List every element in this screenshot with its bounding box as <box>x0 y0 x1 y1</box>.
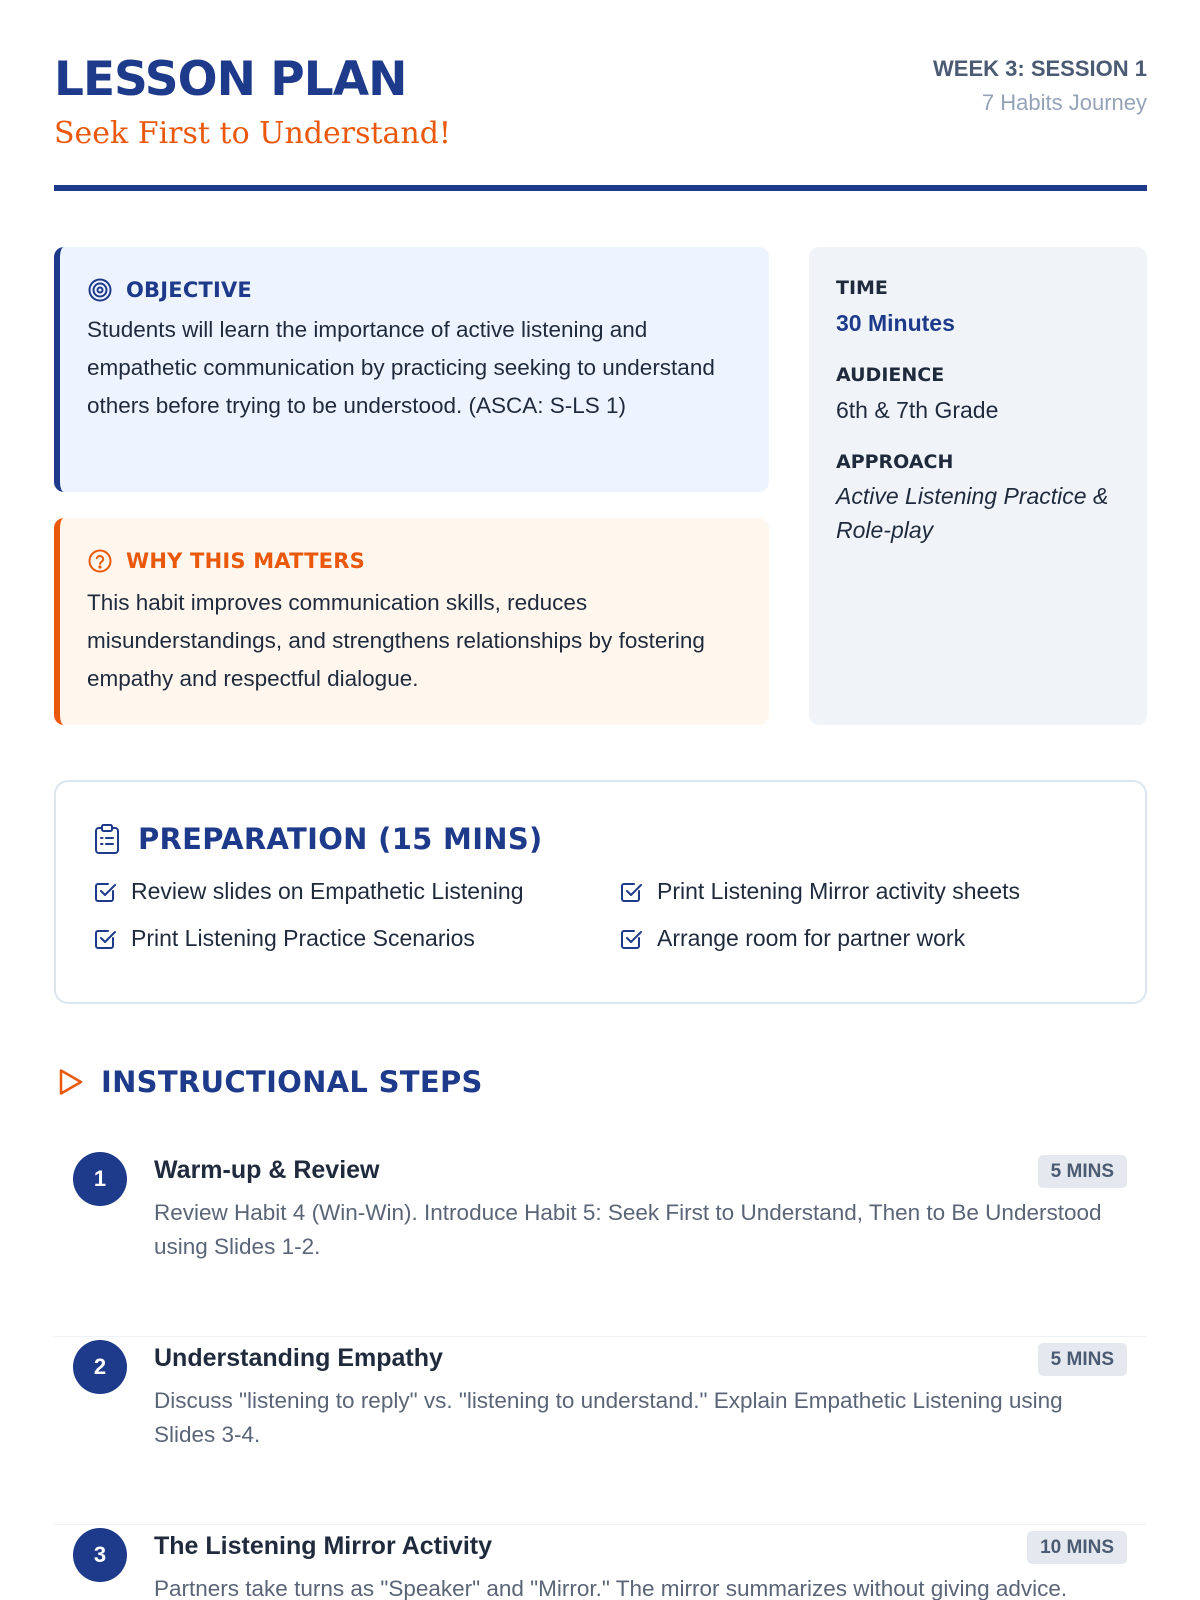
prep-item <box>92 925 475 952</box>
step-item <box>54 1340 1147 1525</box>
prep-item-text: Arrange room for partner work <box>657 925 966 951</box>
audience-label: AUDIENCE <box>836 364 945 386</box>
step-number: 3 <box>73 1528 127 1582</box>
prep-item-text: Print Listening Practice Scenarios <box>131 925 475 951</box>
step-item <box>54 1152 1147 1337</box>
step-description: Review Habit 4 (Win-Win). Introduce Habit 5: Seek First to Understand, Then to Be Understood using Slides 1-2. <box>154 1200 1102 1259</box>
lesson-meta-card <box>809 247 1147 725</box>
step-description: Partners take turns as "Speaker" and "Mirror." The mirror summarizes without giving advice. <box>154 1576 1068 1600</box>
session-label: WEEK 3: SESSION 1 <box>933 56 1147 81</box>
step-item <box>54 1528 1147 1600</box>
preparation-heading <box>92 822 543 856</box>
preparation-label: PREPARATION (15 MINS) <box>138 822 543 856</box>
page-subtitle: Seek First to Understand! <box>54 116 451 151</box>
prep-item <box>92 878 523 905</box>
why-label: WHY THIS MATTERS <box>126 549 365 573</box>
objective-text: Students will learn the importance of active listening and empathetic communication by practicing seeking to understand others before trying to be understood. (ASCA: S-LS 1) <box>87 317 715 418</box>
why-card <box>54 518 769 725</box>
checkbox-checked-icon <box>618 926 644 952</box>
approach-label: APPROACH <box>836 451 954 473</box>
question-circle-icon <box>87 548 113 574</box>
step-title: The Listening Mirror Activity <box>154 1532 493 1560</box>
header <box>54 52 1147 194</box>
step-number: 1 <box>73 1152 127 1206</box>
steps-heading <box>57 1065 483 1099</box>
journey-label: 7 Habits Journey <box>981 90 1147 115</box>
checkbox-checked-icon <box>618 879 644 905</box>
prep-item <box>618 878 1020 905</box>
objective-heading <box>87 277 252 303</box>
audience-value: 6th & 7th Grade <box>836 397 999 423</box>
step-description: Discuss "listening to reply" vs. "listening to understand." Explain Empathetic Listening using Slides 3-4. <box>154 1388 1063 1447</box>
preparation-card <box>54 780 1147 1004</box>
objective-label: OBJECTIVE <box>126 278 252 302</box>
prep-item <box>618 925 965 952</box>
why-heading <box>87 548 365 574</box>
step-title: Warm-up & Review <box>154 1156 380 1184</box>
objective-card <box>54 247 769 492</box>
duration-badge: 5 MINS <box>1038 1343 1127 1376</box>
time-label: TIME <box>836 277 888 299</box>
lesson-plan-page <box>54 0 1147 1600</box>
time-value: 30 Minutes <box>836 310 955 336</box>
clipboard-icon <box>92 823 122 855</box>
approach-value: Active Listening Practice & Role-play <box>836 483 1109 543</box>
page-title: LESSON PLAN <box>54 52 407 107</box>
duration-badge: 10 MINS <box>1027 1531 1127 1564</box>
why-text: This habit improves communication skills, reduces misunderstandings, and strengthens relationships by fostering empathy and respectful dialogue. <box>87 590 705 691</box>
play-icon <box>57 1067 85 1097</box>
header-divider <box>54 185 1147 191</box>
step-number: 2 <box>73 1340 127 1394</box>
steps-label: INSTRUCTIONAL STEPS <box>101 1065 483 1099</box>
duration-badge: 5 MINS <box>1038 1155 1127 1188</box>
target-icon <box>87 277 113 303</box>
prep-item-text: Print Listening Mirror activity sheets <box>657 878 1021 904</box>
prep-item-text: Review slides on Empathetic Listening <box>131 878 524 904</box>
step-title: Understanding Empathy <box>154 1344 443 1372</box>
checkbox-checked-icon <box>92 926 118 952</box>
checkbox-checked-icon <box>92 879 118 905</box>
